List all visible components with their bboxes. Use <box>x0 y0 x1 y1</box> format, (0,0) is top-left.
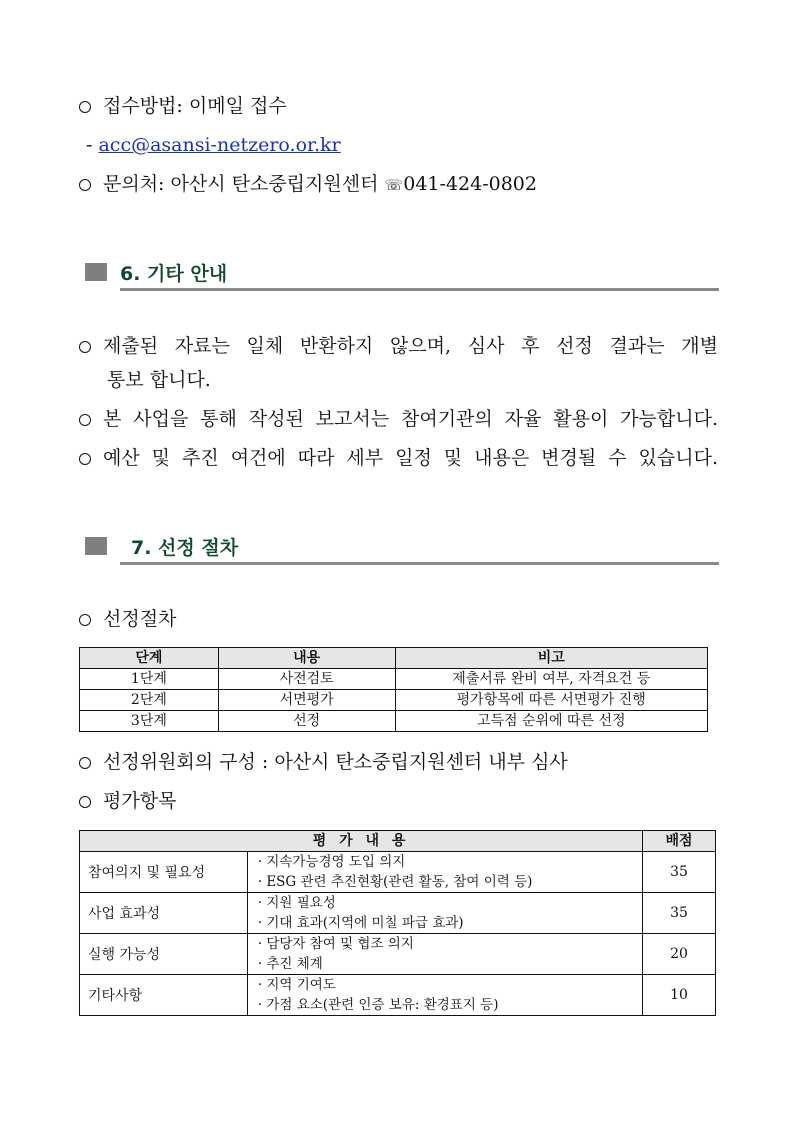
table-row <box>80 711 708 732</box>
table-cell: 3단계 <box>80 711 219 732</box>
table-row <box>80 690 708 711</box>
table-row <box>80 669 708 690</box>
procedure-label: 선정절차 <box>79 606 176 632</box>
table-header-cell: 내용 <box>218 648 395 669</box>
phone-number: 041-424-0802 <box>403 173 537 195</box>
circle-bullet-icon <box>79 453 91 465</box>
table-cell: 제출서류 완비 여부, 자격요건 등 <box>395 669 708 690</box>
circle-bullet-icon <box>79 101 91 113</box>
table-cell: 고득점 순위에 따른 선정 <box>395 711 708 732</box>
eval-item: · 지역 기여도 <box>257 977 336 993</box>
table-cell: 사전검토 <box>218 669 395 690</box>
email-line: - acc@asansi-netzero.or.kr <box>86 134 341 156</box>
evaluation-table <box>79 830 716 1016</box>
section-marker-icon <box>85 537 107 555</box>
eval-item: · 추진 체계 <box>257 956 323 972</box>
circle-bullet-icon <box>79 341 91 353</box>
eval-category: 기타사항 <box>80 975 248 1016</box>
table-row <box>80 934 716 975</box>
table-cell: 서면평가 <box>218 690 395 711</box>
circle-bullet-icon <box>79 414 91 426</box>
eval-item: · 기대 효과(지역에 미칠 파급 효과) <box>257 915 464 931</box>
eval-score: 20 <box>643 934 716 975</box>
section6-bullet-2: 본 사업을 통해 작성된 보고서는 참여기관의 자율 활용이 가능합니다. <box>79 406 718 432</box>
circle-bullet-icon <box>79 757 91 769</box>
eval-items <box>247 852 642 893</box>
table-cell: 2단계 <box>80 690 219 711</box>
circle-bullet-icon <box>79 614 91 626</box>
section6-bullet-1-cont: 통보 합니다. <box>107 369 211 391</box>
table-header-row <box>80 648 708 669</box>
table-cell: 선정 <box>218 711 395 732</box>
eval-category: 실행 가능성 <box>80 934 248 975</box>
eval-label: 평가항목 <box>79 788 176 814</box>
eval-item: · ESG 관련 추진현황(관련 활동, 참여 이력 등) <box>257 874 533 890</box>
submission-method: 접수방법: 이메일 접수 <box>79 93 287 119</box>
circle-bullet-icon <box>79 796 91 808</box>
eval-items <box>247 975 642 1016</box>
table-header-row <box>80 831 716 852</box>
table-cell: 평가항목에 따른 서면평가 진행 <box>395 690 708 711</box>
eval-items <box>247 934 642 975</box>
section6-title: 6. 기타 안내 <box>120 263 228 285</box>
table-header-cell: 단계 <box>80 648 219 669</box>
table-header-cell: 비고 <box>395 648 708 669</box>
table-header-cell: 배점 <box>643 831 716 852</box>
section6-divider <box>120 288 719 291</box>
eval-score: 35 <box>643 893 716 934</box>
section6-bullet-3: 예산 및 추진 여건에 따라 세부 일정 및 내용은 변경될 수 있습니다. <box>79 445 718 471</box>
phone-icon: ☏ <box>384 176 404 194</box>
email-link[interactable]: acc@asansi-netzero.or.kr <box>98 134 341 156</box>
eval-score: 35 <box>643 852 716 893</box>
inquiry-line: 문의처: 아산시 탄소중립지원센터 ☏041-424-0802 <box>79 171 537 198</box>
section7-title: 7. 선정 절차 <box>131 537 239 559</box>
eval-score: 10 <box>643 975 716 1016</box>
eval-item: · 지원 필요성 <box>257 895 336 911</box>
eval-items <box>247 893 642 934</box>
section6-bullet-1: 제출된 자료는 일체 반환하지 않으며, 심사 후 선정 결과는 개별 <box>79 333 718 359</box>
section7-divider <box>120 562 719 565</box>
procedure-table <box>79 647 708 732</box>
table-row <box>80 852 716 893</box>
eval-item: · 담당자 참여 및 협조 의지 <box>257 936 414 952</box>
committee-line: 선정위원회의 구성 : 아산시 탄소중립지원센터 내부 심사 <box>79 749 568 775</box>
eval-item: · 가점 요소(관련 인증 보유: 환경표지 등) <box>257 997 499 1013</box>
table-header-cell: 평 가 내 용 <box>80 831 643 852</box>
eval-category: 사업 효과성 <box>80 893 248 934</box>
section-marker-icon <box>85 263 107 281</box>
circle-bullet-icon <box>79 179 91 191</box>
eval-category: 참여의지 및 필요성 <box>80 852 248 893</box>
table-row <box>80 975 716 1016</box>
eval-item: · 지속가능경영 도입 의지 <box>257 854 406 870</box>
table-row <box>80 893 716 934</box>
table-cell: 1단계 <box>80 669 219 690</box>
